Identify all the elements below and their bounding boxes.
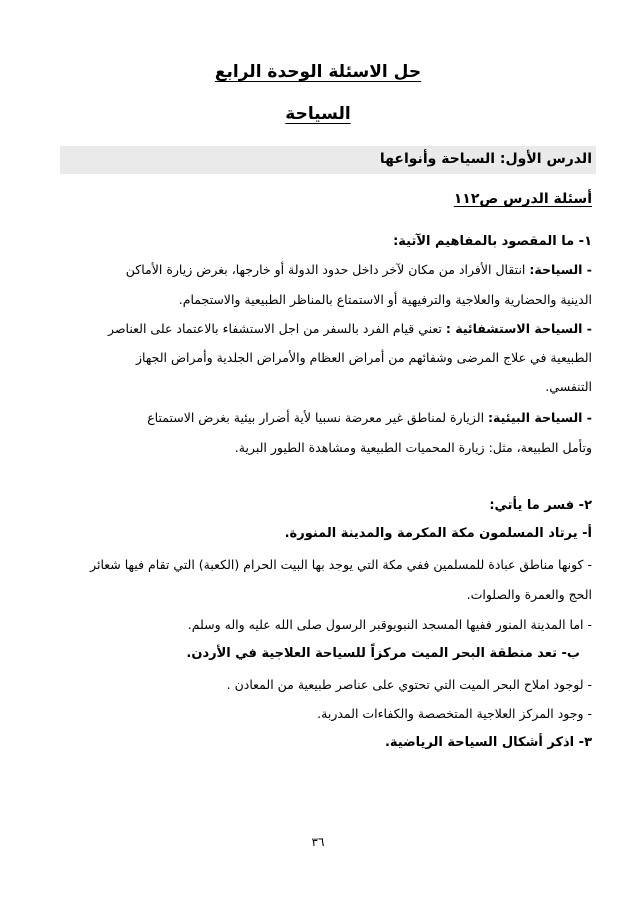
q1-item-line: الدينية والحضارية والعلاجية والترفيهية أو الاستمتاع بالمناظر الطبيعية والاستجمام. <box>178 292 592 307</box>
q1-item-line: الزيارة لمناطق غير معرضة نسبيا لأية أضرار بيئية بغرض الاستمتاع <box>147 410 485 425</box>
q1-item-line: تعني قيام الفرد بالسفر من اجل الاستشفاء بالاعتماد على العناصر <box>108 321 442 336</box>
questions-heading: أسئلة الدرس ص١١٢ <box>453 191 592 207</box>
q1-heading: ١- ما المقصود بالمفاهيم الآتية: <box>393 234 592 249</box>
q1-item-term: - السياحة: <box>529 262 592 277</box>
q2-a-line: الحج والعمرة والصلوات. <box>466 587 592 602</box>
document-subtitle: السياحة <box>285 104 351 124</box>
q1-item-line: انتقال الأفراد من مكان لآخر داخل حدود الدولة أو خارجها، بغرض زيارة الأماكن <box>125 262 526 277</box>
q2-b-line: - لوجود املاح البحر الميت التي تحتوي على عناصر طبيعية من المعادن . <box>226 677 592 692</box>
lesson-title: الدرس الأول: السياحة وأنواعها <box>379 151 592 167</box>
q1-item-line: الطبيعية في علاج المرضى وشفائهم من أمراض العظام والأمراض الجلدية وأمراض الجهاز <box>136 350 592 365</box>
q1-item-tourism <box>44 262 592 278</box>
q1-item-medical-tourism <box>44 321 592 337</box>
q2-b-line: - وجود المركز العلاجية المتخصصة والكفاءات المدربة. <box>317 706 592 721</box>
q1-item-term: - السياحة البيئية: <box>488 410 592 425</box>
q2-a-heading: أ- يرتاد المسلمون مكة المكرمة والمدينة المنورة. <box>284 526 592 541</box>
q1-item-line: التنفسي. <box>545 379 592 394</box>
q2-heading: ٢- فسر ما يأتي: <box>489 498 592 513</box>
q2-a-line: - اما المدينة المنور ففيها المسجد النبويوقبر الرسول صلى الله عليه واله وسلم. <box>187 617 592 632</box>
q1-item-eco-tourism <box>44 410 592 426</box>
page-number: ٣٦ <box>311 835 325 849</box>
q2-a-line: - كونها مناطق عبادة للمسلمين ففي مكة التي يوجد بها البيت الحرام (الكعبة) التي تقام فيها شعائر <box>90 557 592 572</box>
q3-heading: ٣- اذكر أشكال السياحة الرياضية. <box>384 735 592 750</box>
document-title: حل الاسئلة الوحدة الرابع <box>214 62 422 82</box>
q1-item-term: - السياحة الاستشفائية : <box>445 321 592 336</box>
q2-b-heading: ب- تعد منطقة البحر الميت مركزاً للسياحة العلاجية في الأردن. <box>186 646 580 661</box>
q1-item-line: وتأمل الطبيعة، مثل: زيارة المحميات الطبيعية ومشاهدة الطيور البرية. <box>234 440 592 455</box>
